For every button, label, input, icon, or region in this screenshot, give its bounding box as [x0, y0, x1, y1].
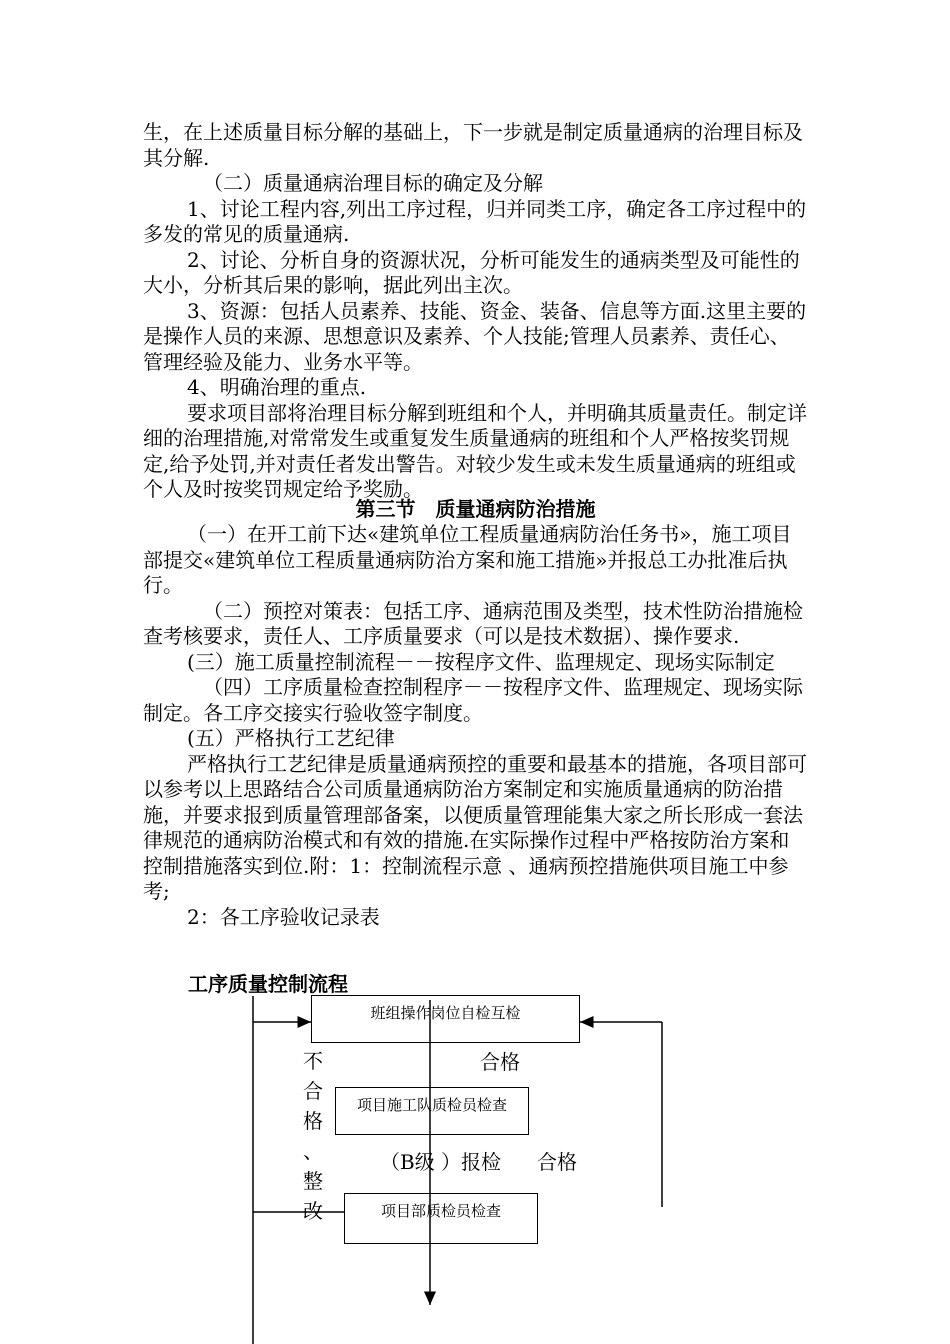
paragraph-item-4: 4、明确治理的重点. — [187, 375, 367, 399]
label-report-b: （B级 ）报检 — [380, 1150, 502, 1174]
paragraph-continuation: 生，在上述质量目标分解的基础上，下一步就是制定质量通病的治理目标及其分解. — [143, 120, 803, 170]
box-dept-inspector-check: 项目部质检员检查 — [344, 1193, 538, 1244]
fail-char-5: 整 — [303, 1169, 323, 1193]
subheading-2: （二）质量通病治理目标的确定及分解 — [203, 171, 543, 195]
appendix-2: 2：各工序验收记录表 — [187, 904, 380, 929]
label-fail-rectify — [302, 1046, 324, 1226]
measure-4: （四）工序质量检查控制程序－－按程序文件、监理规定、现场实际制定。各工序交接实行验收签字制度。 — [143, 675, 803, 725]
box-team-inspector-check: 项目施工队质检员检查 — [335, 1087, 529, 1135]
fail-char-1: 不 — [303, 1049, 323, 1073]
paragraph-requirement: 要求项目部将治理目标分解到班组和个人，并明确其质量责任。制定详细的治理措施,对常常发生或重复发生质量通病的班组和个人严格按奖罚规定,给予处罚,并对责任者发出警告。对较少发生或未发生质量通病的班组或个人及时按奖罚规定给予奖励。 — [143, 400, 807, 501]
measure-5: (五）严格执行工艺纪律 — [187, 726, 395, 750]
fail-char-4: 、 — [303, 1139, 323, 1163]
fail-char-3: 格 — [303, 1109, 323, 1133]
measure-3: (三）施工质量控制流程－－按程序文件、监理规定、现场实际制定 — [187, 649, 775, 674]
measure-1: （一）在开工前下达«建筑单位工程质量通病防治任务书»，施工项目部提交«建筑单位工程质量通病防治方案和施工措施»并报总工办批准后执行。 — [143, 522, 792, 597]
measure-5-detail: 严格执行工艺纪律是质量通病预控的重要和最基本的措施，各项目部可以参考以上思路结合公司质量通病防治方案制定和实施质量通病的防治措施，并要求报到质量管理部备案，以便质量管理能集大家之所长形成一套法律规范的通病防治模式和有效的措施.在实际操作过程中严格按防治方案和控制措施落实到位.附：1：控制流程示意 、通病预控措施供项目施工中参考; — [143, 751, 807, 903]
label-pass-1: 合格 — [480, 1050, 520, 1074]
box-team-self-check: 班组操作岗位自检互检 — [311, 995, 580, 1043]
section-title: 第三节 质量通病防治措施 — [355, 497, 596, 521]
fail-char-6: 改 — [303, 1199, 323, 1223]
measure-2: （二）预控对策表：包括工序、通病范围及类型，技术性防治措施检查考核要求，责任人、工序质量要求（可以是技术数据）、操作要求. — [143, 598, 803, 648]
paragraph-item-1: 1、讨论工程内容,列出工序过程，归并同类工序，确定各工序过程中的多发的常见的质量通病. — [143, 196, 807, 246]
paragraph-item-2: 2、讨论、分析自身的资源状况，分析可能发生的通病类型及可能性的大小，分析其后果的影响，据此列出主次。 — [143, 247, 800, 297]
label-pass-2: 合格 — [537, 1150, 577, 1174]
fail-char-2: 合 — [303, 1079, 323, 1103]
paragraph-item-3: 3、资源：包括人员素养、技能、资金、装备、信息等方面.这里主要的是操作人员的来源、思想意识及素养、个人技能;管理人员素养、责任心、管理经验及能力、业务水平等。 — [143, 298, 807, 374]
flowchart-title: 工序质量控制流程 — [188, 972, 348, 996]
